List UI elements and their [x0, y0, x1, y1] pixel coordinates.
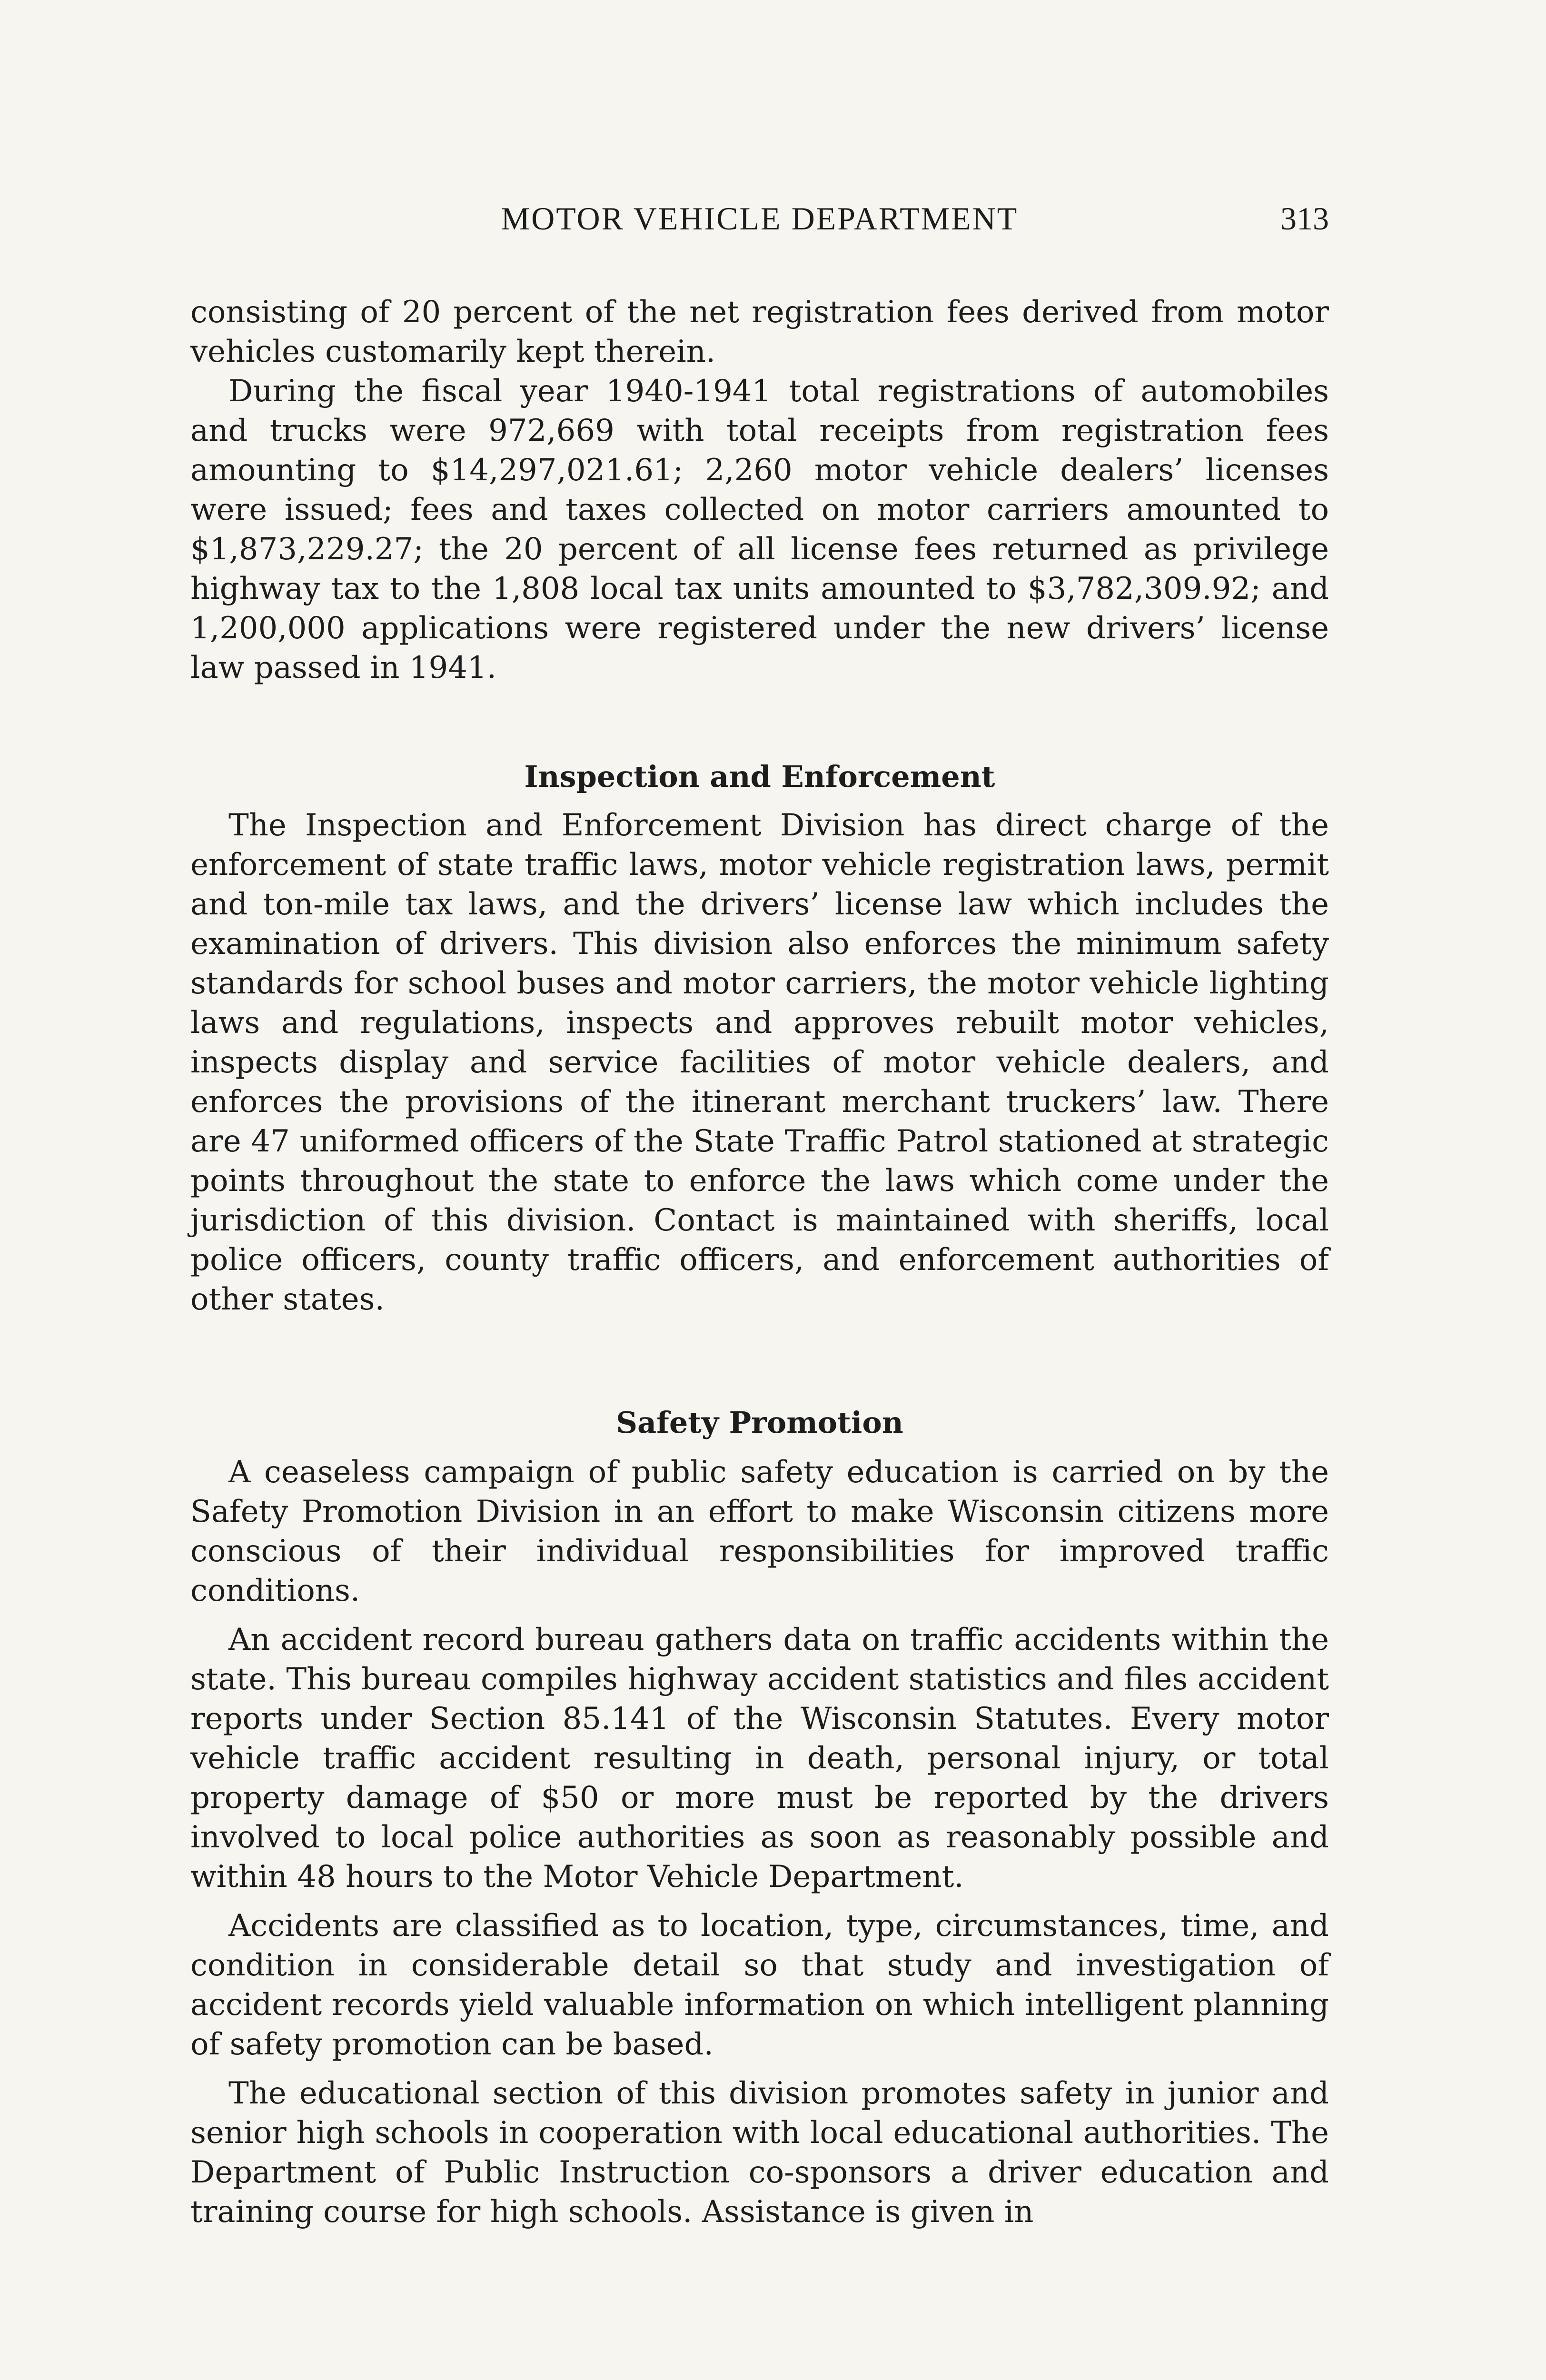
paragraph-educational-section: The educational section of this division promotes safety in junior and senior high schools in cooperation with local educational authorities. The Department of Public Instruction co-sponsors a driver education and training course for high schools. Assistance is given in [190, 2076, 1329, 2230]
paragraph-accident-classification: Accidents are classified as to location, type, circumstances, time, and condition in considerable detail so that study and investigation of accident records yield valuable information on which intelligent planning of safety promotion can be based. [190, 1908, 1329, 2062]
running-title: MOTOR VEHICLE DEPARTMENT [501, 200, 1019, 237]
paragraph-safety-campaign: A ceaseless campaign of public safety education is carried on by the Safety Promotion Division in an effort to make Wisconsin citizens more conscious of their individual responsibilities for improved traffic conditions. [190, 1455, 1329, 1608]
paragraph-continuation: consisting of 20 percent of the net registration fees derived from motor vehicles customarily kept therein. [190, 295, 1329, 369]
section-heading-safety: Safety Promotion [616, 1405, 903, 1440]
page-number: 313 [1280, 200, 1329, 237]
paragraph-fiscal-year: During the fiscal year 1940-1941 total registrations of automobiles and trucks were 972,669 with total receipts from registration fees amounting to $14,297,021.61; 2,260 motor vehicle dealers’ licenses were issued; fees and taxes collected on motor carriers amounted to $1,873,229.27; the 20 percent of all license fees returned as privilege highway tax to the 1,808 local tax units amounted to $3,782,309.92; and 1,200,000 applications were registered under the new drivers’ license law passed in 1941. [190, 374, 1329, 685]
running-head [190, 200, 1329, 248]
paragraph-inspection: The Inspection and Enforcement Division has direct charge of the enforcement of state traffic laws, motor vehicle registration laws, permit and ton-mile tax laws, and the drivers’ license law which includes the examination of drivers. This division also enforces the minimum safety standards for school buses and motor carriers, the motor vehicle lighting laws and regulations, inspects and approves rebuilt motor vehicles, inspects display and service facilities of motor vehicle dealers, and enforces the provisions of the itinerant merchant truckers’ law. There are 47 uniformed officers of the State Traffic Patrol stationed at strategic points throughout the state to enforce the laws which come under the jurisdiction of this division. Contact is maintained with sheriffs, local police officers, county traffic officers, and enforcement authorities of other states. [190, 808, 1329, 1317]
body-text [190, 293, 1329, 2232]
paragraph-accident-bureau: An accident record bureau gathers data on traffic accidents within the state. This bureau compiles highway accident statistics and files accident reports under Section 85.141 of the Wisconsin Statutes. Every motor vehicle traffic accident resulting in death, personal injury, or total property damage of $50 or more must be reported by the drivers involved to local police authorities as soon as reasonably possible and within 48 hours to the Motor Vehicle Department. [190, 1622, 1329, 1894]
section-heading-inspection: Inspection and Enforcement [524, 759, 995, 794]
